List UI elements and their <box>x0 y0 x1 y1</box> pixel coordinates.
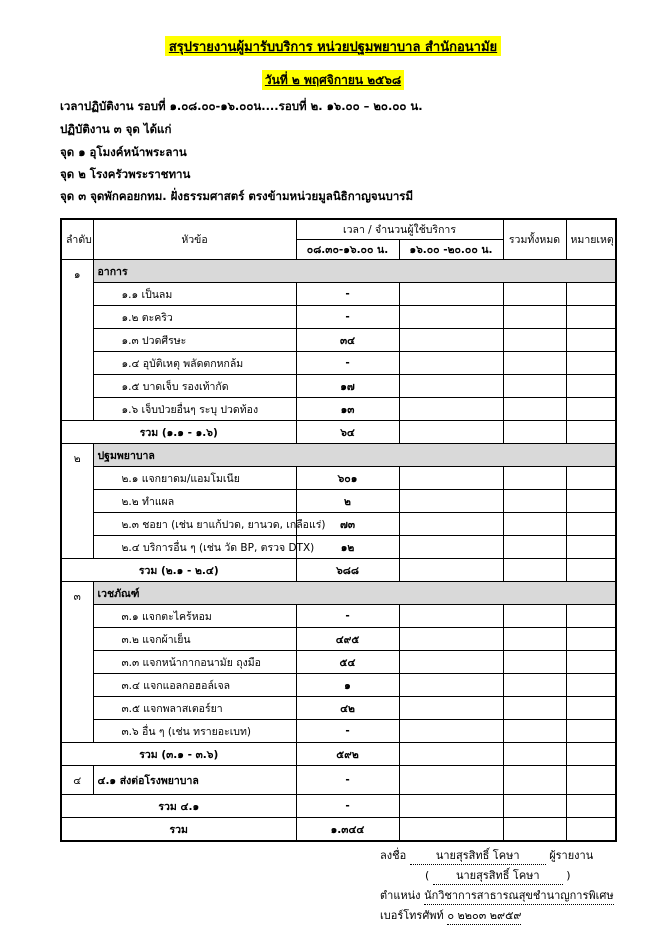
empty-cell <box>399 513 503 536</box>
empty-cell <box>503 795 566 818</box>
item-label: ๓.๑ แจกตะไคร้หอม <box>93 605 296 628</box>
work-hours-line: เวลาปฏิบัติงาน รอบที่ ๑.๐๘.๐๐-๑๖.๐๐น....รอบที่ ๒. ๑๖.๐๐ – ๒๐.๐๐ น. <box>60 99 423 113</box>
empty-cell <box>566 697 616 720</box>
report-date: วันที่ ๒ พฤศจิกายน ๒๕๖๘ <box>262 70 404 90</box>
item-value: - <box>296 720 399 743</box>
sign-suffix: ผู้รายงาน <box>549 849 594 862</box>
empty-cell <box>566 398 616 421</box>
empty-cell <box>503 605 566 628</box>
table-row <box>61 306 616 329</box>
empty-cell <box>399 536 503 559</box>
empty-cell <box>566 421 616 444</box>
item-label: ๓.๒ แจกผ้าเย็น <box>93 628 296 651</box>
item-label: ๑.๓ ปวดศีรษะ <box>93 329 296 352</box>
position-line <box>380 886 614 905</box>
printed-name-line <box>425 866 571 885</box>
empty-cell <box>566 467 616 490</box>
header-time: เวลา / จำนวนผู้ใช้บริการ <box>296 219 503 240</box>
empty-cell <box>566 283 616 306</box>
empty-cell <box>503 513 566 536</box>
item-label: ๑.๔ อุบัติเหตุ พลัดตกหกล้ม <box>93 352 296 375</box>
item-label: ๒.๑ แจกยาดม/แอมโมเนีย <box>93 467 296 490</box>
header-no: ลำดับ <box>61 219 93 260</box>
empty-cell <box>566 605 616 628</box>
empty-cell <box>399 490 503 513</box>
empty-cell <box>503 559 566 582</box>
table-row <box>61 467 616 490</box>
empty-cell <box>399 375 503 398</box>
empty-cell <box>503 720 566 743</box>
phone-value: ๐ ๒๒๐๓ ๒๙๕๙ <box>447 906 521 925</box>
item-label: ๒.๒ ทำแผล <box>93 490 296 513</box>
empty-cell <box>503 697 566 720</box>
empty-cell <box>503 421 566 444</box>
section-name: อาการ <box>93 260 616 283</box>
section-total-label: รวม (๓.๑ - ๓.๖) <box>61 743 296 766</box>
empty-cell <box>503 818 566 842</box>
empty-cell <box>399 743 503 766</box>
item-value: ๒ <box>296 490 399 513</box>
section-header-row <box>61 260 616 283</box>
point-3-line: จุด ๓ จุดพักคอยกทม. ฝั่งธรรมศาสตร์ ตรงข้ามหน่วยมูลนิธิกาญจนบารมี <box>60 189 414 203</box>
empty-cell <box>566 795 616 818</box>
signature-line <box>380 846 593 865</box>
empty-cell <box>503 375 566 398</box>
grand-total-label: รวม <box>61 818 296 842</box>
item-value: - <box>296 605 399 628</box>
item-value: ๑๓ <box>296 398 399 421</box>
empty-cell <box>566 490 616 513</box>
empty-cell <box>399 697 503 720</box>
phone-label: เบอร์โทรศัพท์ <box>380 909 444 922</box>
table-row <box>61 651 616 674</box>
section-total-label: รวม (๑.๑ - ๑.๖) <box>61 421 296 444</box>
section-total-row <box>61 421 616 444</box>
section-header-row <box>61 444 616 467</box>
table-row <box>61 628 616 651</box>
empty-cell <box>399 818 503 842</box>
table-row <box>61 329 616 352</box>
table-row <box>61 375 616 398</box>
empty-cell <box>503 490 566 513</box>
empty-cell <box>566 329 616 352</box>
position-value: นักวิชาการสาธารณสุขชำนาญการพิเศษ <box>424 886 614 905</box>
empty-cell <box>566 628 616 651</box>
referral-value: - <box>296 766 399 795</box>
table-row <box>61 605 616 628</box>
empty-cell <box>503 306 566 329</box>
item-value: ๔๙๕ <box>296 628 399 651</box>
item-value: ๔๒ <box>296 697 399 720</box>
empty-cell <box>399 283 503 306</box>
empty-cell <box>566 375 616 398</box>
item-label: ๓.๖ อื่น ๆ (เช่น ทรายอะเบท) <box>93 720 296 743</box>
empty-cell <box>399 398 503 421</box>
item-label: ๓.๕ แจกพลาสเตอร์ยา <box>93 697 296 720</box>
empty-cell <box>399 651 503 674</box>
section-total-row <box>61 559 616 582</box>
table-row <box>61 490 616 513</box>
phone-line <box>380 906 521 925</box>
section-number: ๔ <box>61 766 93 795</box>
item-label: ๑.๑ เป็นลม <box>93 283 296 306</box>
empty-cell <box>503 329 566 352</box>
table-row <box>61 536 616 559</box>
item-label: ๓.๔ แจกแอลกอฮอล์เจล <box>93 674 296 697</box>
empty-cell <box>503 674 566 697</box>
empty-cell <box>399 467 503 490</box>
table-row <box>61 513 616 536</box>
empty-cell <box>566 766 616 795</box>
point-2-line: จุด ๒ โรงครัวพระราชทาน <box>60 167 191 181</box>
item-label: ๓.๓ แจกหน้ากากอนามัย ถุงมือ <box>93 651 296 674</box>
sum-41-row <box>61 795 616 818</box>
section-number: ๒ <box>61 444 93 559</box>
sign-prefix: ลงชื่อ <box>380 849 407 862</box>
empty-cell <box>566 306 616 329</box>
item-value: ๖๐๑ <box>296 467 399 490</box>
item-label: ๒.๓ ชอยา (เช่น ยาแก้ปวด, ยานวด, เกลือแร่) <box>93 513 296 536</box>
table-row <box>61 720 616 743</box>
empty-cell <box>503 628 566 651</box>
empty-cell <box>566 513 616 536</box>
printed-name: นายสุรสิทธิ์ โคษา <box>433 866 563 885</box>
item-value: ๗๓ <box>296 513 399 536</box>
item-value: ๑๗ <box>296 375 399 398</box>
header-slot-1: ๐๘.๓๐-๑๖.๐๐ น. <box>296 240 399 260</box>
grand-total-value: ๑.๓๔๔ <box>296 818 399 842</box>
empty-cell <box>503 536 566 559</box>
empty-cell <box>566 674 616 697</box>
report-table-body <box>61 260 616 842</box>
table-row <box>61 697 616 720</box>
section-total-label: รวม (๒.๑ - ๒.๔) <box>61 559 296 582</box>
empty-cell <box>566 559 616 582</box>
sum-41-label: รวม ๔.๑ <box>61 795 296 818</box>
section-name: เวชภัณฑ์ <box>93 582 616 605</box>
point-1-line: จุด ๑ อุโมงค์หน้าพระลาน <box>60 145 187 159</box>
empty-cell <box>399 352 503 375</box>
item-label: ๒.๔ บริการอื่น ๆ (เช่น วัด BP, ตรวจ DTX) <box>93 536 296 559</box>
empty-cell <box>399 720 503 743</box>
empty-cell <box>399 421 503 444</box>
empty-cell <box>566 743 616 766</box>
section-total-value: ๖๘๘ <box>296 559 399 582</box>
item-value: - <box>296 283 399 306</box>
report-table <box>60 218 617 842</box>
table-row <box>61 398 616 421</box>
empty-cell <box>399 674 503 697</box>
empty-cell <box>503 283 566 306</box>
empty-cell <box>566 720 616 743</box>
header-slot-2: ๑๖.๐๐ -๒๐.๐๐ น. <box>399 240 503 260</box>
empty-cell <box>566 352 616 375</box>
empty-cell <box>503 352 566 375</box>
empty-cell <box>566 818 616 842</box>
empty-cell <box>566 536 616 559</box>
table-row <box>61 674 616 697</box>
position-label: ตำแหน่ง <box>380 889 421 902</box>
item-value: ๑ <box>296 674 399 697</box>
empty-cell <box>399 605 503 628</box>
empty-cell <box>503 651 566 674</box>
item-value: ๑๒ <box>296 536 399 559</box>
paren-close: ) <box>566 869 571 882</box>
item-label: ๑.๕ บาดเจ็บ รองเท้ากัด <box>93 375 296 398</box>
empty-cell <box>503 467 566 490</box>
item-value: - <box>296 306 399 329</box>
empty-cell <box>566 651 616 674</box>
section-number: ๓ <box>61 582 93 743</box>
empty-cell <box>503 398 566 421</box>
section-total-value: ๖๔ <box>296 421 399 444</box>
referral-row <box>61 766 616 795</box>
grand-total-row <box>61 818 616 842</box>
item-value: ๓๔ <box>296 329 399 352</box>
signer-name: นายสุรสิทธิ์ โคษา <box>410 846 546 865</box>
empty-cell <box>399 766 503 795</box>
item-label: ๑.๒ ตะคริว <box>93 306 296 329</box>
section-header-row <box>61 582 616 605</box>
paren-open: ( <box>425 869 430 882</box>
sum-41-value: - <box>296 795 399 818</box>
header-note: หมายเหตุ <box>566 219 616 260</box>
table-row <box>61 352 616 375</box>
section-name: ปฐมพยาบาล <box>93 444 616 467</box>
table-row <box>61 283 616 306</box>
section-total-value: ๕๙๒ <box>296 743 399 766</box>
empty-cell <box>503 743 566 766</box>
section-total-row <box>61 743 616 766</box>
work-points-line: ปฏิบัติงาน ๓ จุด ได้แก่ <box>60 122 172 136</box>
empty-cell <box>399 795 503 818</box>
empty-cell <box>399 559 503 582</box>
empty-cell <box>399 628 503 651</box>
item-value: ๕๔ <box>296 651 399 674</box>
section-number: ๑ <box>61 260 93 421</box>
referral-label: ๔.๑ ส่งต่อโรงพยาบาล <box>93 766 296 795</box>
empty-cell <box>399 329 503 352</box>
empty-cell <box>399 306 503 329</box>
header-total: รวมทั้งหมด <box>503 219 566 260</box>
empty-cell <box>503 766 566 795</box>
item-label: ๑.๖ เจ็บป่วยอื่นๆ ระบุ ปวดท้อง <box>93 398 296 421</box>
report-title: สรุปรายงานผู้มารับบริการ หน่วยปฐมพยาบาล สำนักอนามัย <box>165 36 501 56</box>
item-value: - <box>296 352 399 375</box>
header-topic: หัวข้อ <box>93 219 296 260</box>
